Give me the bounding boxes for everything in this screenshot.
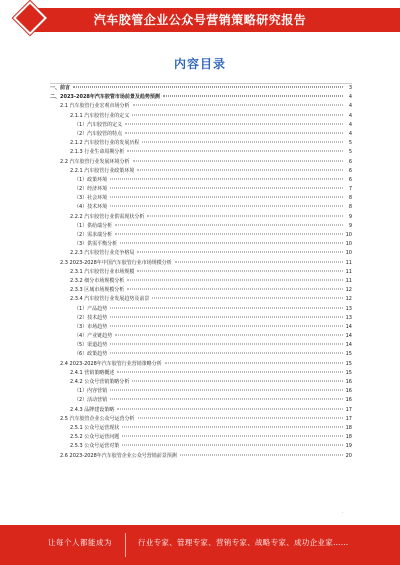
toc-entry-label: （1）政策环境 bbox=[74, 176, 109, 185]
toc-entry-page: 15 bbox=[345, 369, 352, 376]
toc-entry[interactable] bbox=[50, 286, 352, 295]
dot-leader bbox=[137, 270, 343, 271]
toc-entry-page: 10 bbox=[345, 250, 352, 257]
dot-leader bbox=[110, 390, 343, 391]
dot-leader bbox=[110, 178, 343, 179]
toc-entry[interactable] bbox=[50, 240, 352, 249]
toc-entry-label: （2）汽车胶管的特点 bbox=[74, 130, 124, 139]
toc-entry-page: 9 bbox=[348, 213, 352, 220]
toc-entry[interactable] bbox=[50, 148, 352, 157]
toc-entry[interactable] bbox=[50, 176, 352, 185]
toc-entry-label: 一、前言 bbox=[50, 84, 72, 93]
toc-entry-page: 4 bbox=[348, 121, 352, 128]
toc-entry-label: 2.5.1 公众号运营现状 bbox=[70, 424, 121, 433]
toc-entry-page: 7 bbox=[348, 186, 352, 193]
toc-entry-page: 12 bbox=[345, 296, 352, 303]
toc-entry-label: （1）内容营销 bbox=[74, 387, 109, 396]
dot-leader bbox=[110, 188, 343, 189]
toc-entry-page: 13 bbox=[345, 314, 352, 321]
dot-leader bbox=[110, 197, 343, 198]
toc-entry-label: 2.6 2023-2028年汽车胶管企业公众号营销前景预测 bbox=[60, 452, 179, 461]
dot-leader bbox=[122, 436, 343, 437]
toc-entry[interactable] bbox=[50, 433, 352, 442]
toc-entry[interactable] bbox=[50, 203, 352, 212]
toc-entry-label: （2）需求端分析 bbox=[74, 231, 114, 240]
toc-entry-label: （1）产品趋势 bbox=[74, 305, 109, 314]
dot-leader bbox=[180, 454, 343, 455]
toc-entry[interactable] bbox=[50, 84, 352, 93]
dot-leader bbox=[127, 279, 343, 280]
toc-entry-label: （1）汽车胶管的定义 bbox=[74, 121, 124, 130]
dot-leader bbox=[132, 114, 343, 115]
dot-leader bbox=[137, 252, 343, 253]
toc-entry-page: 11 bbox=[345, 259, 352, 266]
dot-leader bbox=[115, 234, 343, 235]
toc-entry-label: 2.1.1 汽车胶管行业的定义 bbox=[70, 112, 131, 121]
toc-entry-label: （5）渠道趋势 bbox=[74, 341, 109, 350]
toc-entry-page: 15 bbox=[345, 351, 352, 358]
toc-entry[interactable] bbox=[50, 231, 352, 240]
toc-entry-label: 2.2.1 汽车胶管行业政策环境 bbox=[70, 167, 136, 176]
toc-entry-label: （6）政策趋势 bbox=[74, 350, 109, 359]
toc-entry[interactable] bbox=[50, 259, 352, 268]
toc-entry[interactable] bbox=[50, 185, 352, 194]
toc-entry-label: （1）供给端分析 bbox=[74, 222, 114, 231]
toc-entry[interactable] bbox=[50, 442, 352, 451]
toc-entry-page: 4 bbox=[348, 103, 352, 110]
toc-entry-page: 10 bbox=[345, 232, 352, 238]
toc-entry-page: 4 bbox=[348, 130, 352, 137]
toc-entry-label: 2.4 2023-2028年汽车胶管行业营销策略分析 bbox=[60, 360, 164, 369]
toc-entry-label: 2.3 2023-2028年中国汽车胶管行业市场规模分析 bbox=[60, 259, 174, 268]
toc-entry-label: 2.4.3 品牌建设策略 bbox=[70, 406, 116, 415]
toc-entry-page: 10 bbox=[345, 241, 352, 248]
dot-leader bbox=[175, 261, 343, 262]
toc-entry[interactable] bbox=[50, 121, 352, 130]
toc-heading: 内容目录 bbox=[173, 57, 226, 71]
toc-entry[interactable] bbox=[50, 406, 352, 415]
toc-entry[interactable] bbox=[50, 396, 352, 405]
toc-entry[interactable] bbox=[50, 378, 352, 387]
dot-leader bbox=[117, 408, 343, 409]
toc-entry[interactable] bbox=[50, 130, 352, 139]
toc-entry-page: 15 bbox=[345, 360, 352, 367]
toc-entry[interactable] bbox=[50, 213, 352, 222]
toc-entry[interactable] bbox=[50, 305, 352, 314]
dot-leader bbox=[132, 381, 343, 382]
dot-leader bbox=[110, 307, 343, 308]
toc-entry-page: 20 bbox=[345, 452, 352, 459]
dot-leader bbox=[110, 316, 343, 317]
dot-leader bbox=[163, 96, 343, 97]
toc-entry-page: 13 bbox=[345, 305, 352, 312]
toc-entry-page: 4 bbox=[348, 94, 352, 101]
dot-leader bbox=[165, 362, 343, 363]
toc-entry[interactable] bbox=[50, 387, 352, 396]
toc-entry-label: 2.1.2 汽车胶管行业的发展历程 bbox=[70, 139, 141, 148]
dot-leader bbox=[110, 206, 343, 207]
dot-leader bbox=[125, 132, 343, 133]
toc-entry[interactable] bbox=[50, 222, 352, 231]
toc-entry[interactable] bbox=[50, 249, 352, 258]
dot-leader bbox=[142, 142, 343, 143]
table-of-contents bbox=[50, 84, 352, 461]
toc-entry-page: 16 bbox=[345, 379, 352, 385]
toc-entry[interactable] bbox=[50, 323, 352, 332]
toc-entry[interactable] bbox=[50, 158, 352, 167]
toc-entry[interactable] bbox=[50, 295, 352, 304]
toc-entry[interactable] bbox=[50, 194, 352, 203]
toc-entry[interactable] bbox=[50, 369, 352, 378]
toc-entry-label: 2.2.3 汽车胶管行业竞争格局 bbox=[70, 249, 136, 258]
toc-entry-label: （3）市场趋势 bbox=[74, 323, 109, 332]
toc-entry-label: 二、2023-2028年汽车胶管市场前景及趋势预测 bbox=[50, 93, 162, 102]
toc-entry-page: 11 bbox=[345, 268, 352, 275]
toc-entry[interactable] bbox=[50, 452, 352, 461]
toc-entry-page: 5 bbox=[348, 149, 352, 156]
toc-entry-label: 2.3.4 汽车胶管行业发展趋势及前景 bbox=[70, 295, 151, 304]
footer-roles: 行业专家、管理专家、营销专家、战略专家、成功企业家…… bbox=[138, 538, 349, 547]
toc-entry-label: 2.3.3 区域市场规模分析 bbox=[70, 286, 126, 295]
toc-entry[interactable] bbox=[50, 112, 352, 121]
dot-leader bbox=[147, 215, 343, 216]
dot-leader bbox=[120, 243, 343, 244]
dot-leader bbox=[110, 399, 343, 400]
toc-entry-page: 4 bbox=[348, 112, 352, 119]
toc-entry-label: 2.4.1 营销策略概述 bbox=[70, 369, 116, 378]
toc-entry[interactable] bbox=[50, 314, 352, 323]
footer bbox=[0, 525, 400, 565]
toc-entry[interactable] bbox=[50, 167, 352, 176]
toc-entry-label: （3）供需平衡分析 bbox=[74, 240, 119, 249]
footer-divider bbox=[125, 533, 126, 557]
dot-leader bbox=[125, 123, 343, 124]
dot-leader bbox=[133, 105, 343, 106]
toc-entry[interactable] bbox=[50, 93, 352, 102]
dot-leader bbox=[115, 224, 343, 225]
toc-entry-page: 3 bbox=[348, 85, 352, 91]
toc-entry-page: 14 bbox=[345, 333, 352, 340]
page-corner-mark: · bbox=[342, 510, 344, 515]
dot-leader bbox=[115, 335, 343, 336]
toc-entry-label: （2）技术趋势 bbox=[74, 314, 109, 323]
toc-entry-page: 16 bbox=[345, 397, 352, 404]
footer-slogan: 让每个人都能成为 bbox=[48, 538, 112, 547]
dot-leader bbox=[137, 169, 343, 170]
report-title: 汽车胶管企业公众号营销策略研究报告 bbox=[93, 13, 307, 27]
toc-entry-label: 2.5 汽车胶管企业公众号运营分析 bbox=[60, 415, 137, 424]
toc-entry[interactable] bbox=[50, 332, 352, 341]
toc-entry-label: 2.5.2 公众号运营问题 bbox=[70, 433, 121, 442]
dot-leader bbox=[122, 426, 343, 427]
toc-entry-label: 2.1.3 行业生命周期分析 bbox=[70, 148, 126, 157]
toc-entry-label: （2）活动营销 bbox=[74, 396, 109, 405]
header bbox=[0, 0, 400, 40]
toc-entry-page: 17 bbox=[345, 406, 352, 413]
toc-entry-page: 14 bbox=[345, 342, 352, 349]
dot-leader bbox=[127, 151, 343, 152]
toc-entry[interactable] bbox=[50, 139, 352, 148]
toc-entry-label: 2.4.2 公众号营销策略分析 bbox=[70, 378, 131, 387]
toc-entry-page: 5 bbox=[348, 140, 352, 147]
toc-entry-label: 2.1 汽车胶管行业宏观市场分析 bbox=[60, 102, 132, 111]
toc-entry-page: 18 bbox=[345, 424, 352, 431]
dot-leader bbox=[110, 325, 343, 326]
dot-leader bbox=[127, 289, 343, 290]
toc-entry-page: 11 bbox=[345, 277, 352, 284]
dot-leader bbox=[117, 371, 343, 372]
toc-entry-page: 8 bbox=[348, 204, 352, 211]
toc-entry[interactable] bbox=[50, 415, 352, 424]
toc-entry[interactable] bbox=[50, 350, 352, 359]
toc-entry[interactable] bbox=[50, 268, 352, 277]
toc-entry-label: 2.2 汽车胶管行业发展环境分析 bbox=[60, 158, 132, 167]
toc-entry-label: （4）技术环境 bbox=[74, 203, 109, 212]
toc-entry[interactable] bbox=[50, 360, 352, 369]
toc-entry[interactable] bbox=[50, 102, 352, 111]
toc-entry-label: （3）社会环境 bbox=[74, 194, 109, 203]
dot-leader bbox=[133, 160, 343, 161]
toc-entry[interactable] bbox=[50, 341, 352, 350]
toc-entry-page: 12 bbox=[345, 287, 352, 294]
dot-leader bbox=[138, 417, 343, 418]
toc-entry[interactable] bbox=[50, 424, 352, 433]
dot-leader bbox=[73, 87, 343, 88]
toc-entry-page: 6 bbox=[348, 176, 352, 183]
toc-entry-page: 18 bbox=[345, 434, 352, 441]
toc-entry-label: 2.3.2 细分市场规模分析 bbox=[70, 277, 126, 286]
toc-entry-label: 2.5.3 公众号运营对策 bbox=[70, 442, 121, 451]
toc-entry-page: 14 bbox=[345, 323, 352, 330]
toc-entry-page: 9 bbox=[348, 222, 352, 229]
toc-entry-page: 19 bbox=[345, 443, 352, 450]
dot-leader bbox=[122, 445, 343, 446]
toc-entry-page: 17 bbox=[345, 415, 352, 422]
toc-entry-label: （2）经济环境 bbox=[74, 185, 109, 194]
toc-entry-page: 8 bbox=[348, 195, 352, 202]
toc-entry-label: 2.2.2 汽车胶管行业供需现状分析 bbox=[70, 213, 146, 222]
toc-entry[interactable] bbox=[50, 277, 352, 286]
toc-entry-label: （4）产业链趋势 bbox=[74, 332, 114, 341]
toc-entry-page: 6 bbox=[348, 158, 352, 165]
toc-entry-page: 16 bbox=[345, 388, 352, 395]
dot-leader bbox=[110, 344, 343, 345]
toc-entry-label: 2.3.1 汽车胶管行业市场规模 bbox=[70, 268, 136, 277]
dot-leader bbox=[152, 298, 343, 299]
dot-leader bbox=[110, 353, 343, 354]
toc-entry-page: 6 bbox=[348, 167, 352, 174]
